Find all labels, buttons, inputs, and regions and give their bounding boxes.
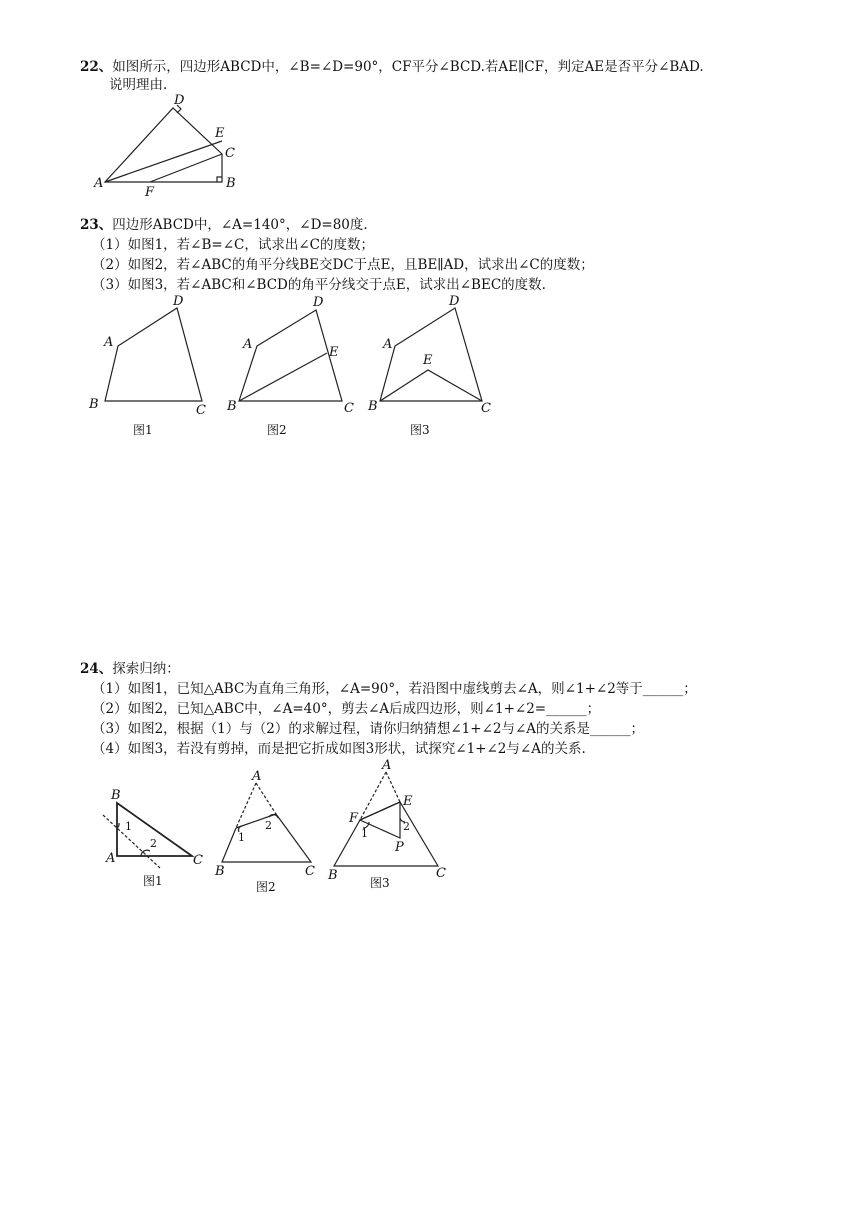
q22-label-e: E (215, 126, 225, 141)
q23-fig2-label-d: D (313, 295, 324, 310)
q24-fig2-label-a: A (252, 769, 262, 784)
q23-fig2-label-a: A (243, 337, 253, 352)
q23-fig2-label-e: E (329, 345, 339, 360)
q23-fig1-quadrilateral (105, 308, 202, 401)
q23-figure-2 (239, 310, 342, 401)
q24-fig3-label-p: P (395, 840, 404, 855)
q24-fig2-angle-1-label: 1 (238, 831, 245, 844)
q23-fig2-label-c: C (344, 401, 354, 416)
q24-item-4: （4）如图3，若没有剪掉，而是把它折成如图3形状，试探究∠1+∠2与∠A的关系. (92, 741, 586, 757)
q24-item-1: （1）如图1，已知△ABC为直角三角形，∠A=90°，若沿图中虚线剪去∠A，则∠1+∠2等于______； (92, 681, 697, 697)
q22-text: 如图所示，四边形ABCD中，∠B=∠D=90°，CF平分∠BCD.若AE∥CF，判定AE是否平分∠BAD. (112, 59, 704, 75)
q24-fig1-caption: 图1 (143, 874, 163, 888)
q24-fig2-label-b: B (215, 864, 225, 879)
q23-fig3-label-b: B (368, 399, 378, 414)
q24-fig1-label-a: A (106, 851, 116, 866)
q24-fig3-label-e: E (403, 794, 413, 809)
q23-figure-1 (105, 308, 202, 401)
q23-fig3-label-a: A (383, 337, 393, 352)
q23-fig1-caption: 图1 (133, 423, 153, 437)
q23-number: 23、 (80, 217, 113, 233)
q24-fig3-label-b: B (328, 868, 338, 883)
q24-fig3-caption: 图3 (370, 876, 390, 890)
q23-fig2-label-b: B (227, 399, 237, 414)
q23-item-3: （3）如图3，若∠ABC和∠BCD的角平分线交于点E，试求出∠BEC的度数. (92, 277, 546, 293)
q22-label-f: F (145, 185, 155, 200)
q22-quadrilateral (105, 108, 222, 182)
q24-fig3-label-c: C (436, 866, 446, 881)
q23-fig2-quadrilateral (239, 310, 342, 401)
q23-fig1-label-c: C (196, 403, 206, 418)
q24-fig2-dashed-ac (256, 783, 276, 814)
q24-item-2: （2）如图2，已知△ABC中，∠A=40°，剪去∠A后成四边形，则∠1+∠2=______； (92, 701, 601, 717)
q22-label-a: A (94, 176, 104, 191)
q22-segment-ae (105, 141, 222, 182)
q23-fig1-label-d: D (173, 294, 184, 309)
q23-item-2: （2）如图2，若∠ABC的角平分线BE交DC于点E，且BE∥AD，试求出∠C的度数； (92, 257, 594, 273)
q24-fig3-dashed-ae (386, 772, 400, 802)
q22-segment-cf (150, 154, 222, 182)
q24-fig1-angle-1-label: 1 (125, 820, 132, 833)
q22-label-d: D (174, 93, 185, 108)
q22-line2: 说明理由. (109, 77, 168, 93)
q24-text: 探索归纳： (112, 661, 180, 677)
q24-fig2-dashed-ab (236, 783, 256, 828)
q24-fig1-label-c: C (193, 853, 203, 868)
q24-fig1-label-b: B (111, 788, 121, 803)
q23-fig2-caption: 图2 (267, 423, 287, 437)
q24-fig3-angle-2-label: 2 (403, 820, 410, 833)
q22-label-c: C (225, 146, 235, 161)
q24-fig2-caption: 图2 (256, 880, 276, 894)
q23-fig3-label-d: D (449, 294, 460, 309)
q23-text: 四边形ABCD中，∠A=140°，∠D=80度. (112, 217, 368, 233)
q22-label-b: B (226, 176, 236, 191)
q23-fig3-caption: 图3 (410, 423, 430, 437)
q24-item-3: （3）如图2，根据（1）与（2）的求解过程，请你归纳猜想∠1+∠2与∠A的关系是______； (92, 721, 645, 737)
q22-right-angle-b (217, 177, 222, 182)
q23-fig1-label-b: B (89, 397, 99, 412)
q24-number: 24、 (80, 661, 113, 677)
q24-fig3-label-f: F (349, 811, 359, 826)
q22-figure (105, 105, 222, 182)
q24-fig2-angle-2-label: 2 (265, 819, 272, 832)
q23-fig3-bisectors (380, 370, 482, 401)
q24-fig3-angle-1-label: 1 (361, 827, 368, 840)
q24-fig2-label-c: C (305, 864, 315, 879)
q23-item-1: （1）如图1，若∠B=∠C，试求出∠C的度数； (92, 237, 375, 253)
q24-fig1-angle-2-label: 2 (150, 837, 157, 850)
q24-figure-1 (103, 803, 192, 868)
q22-number: 22、 (80, 59, 113, 75)
q24-fig3-fold-line (360, 802, 400, 820)
q23-fig3-label-c: C (481, 401, 491, 416)
q23-fig3-label-e: E (423, 353, 433, 368)
q23-fig1-label-a: A (104, 335, 114, 350)
q24-fig3-label-a: A (382, 758, 392, 773)
q24-fig3-dashed-af (360, 772, 386, 820)
